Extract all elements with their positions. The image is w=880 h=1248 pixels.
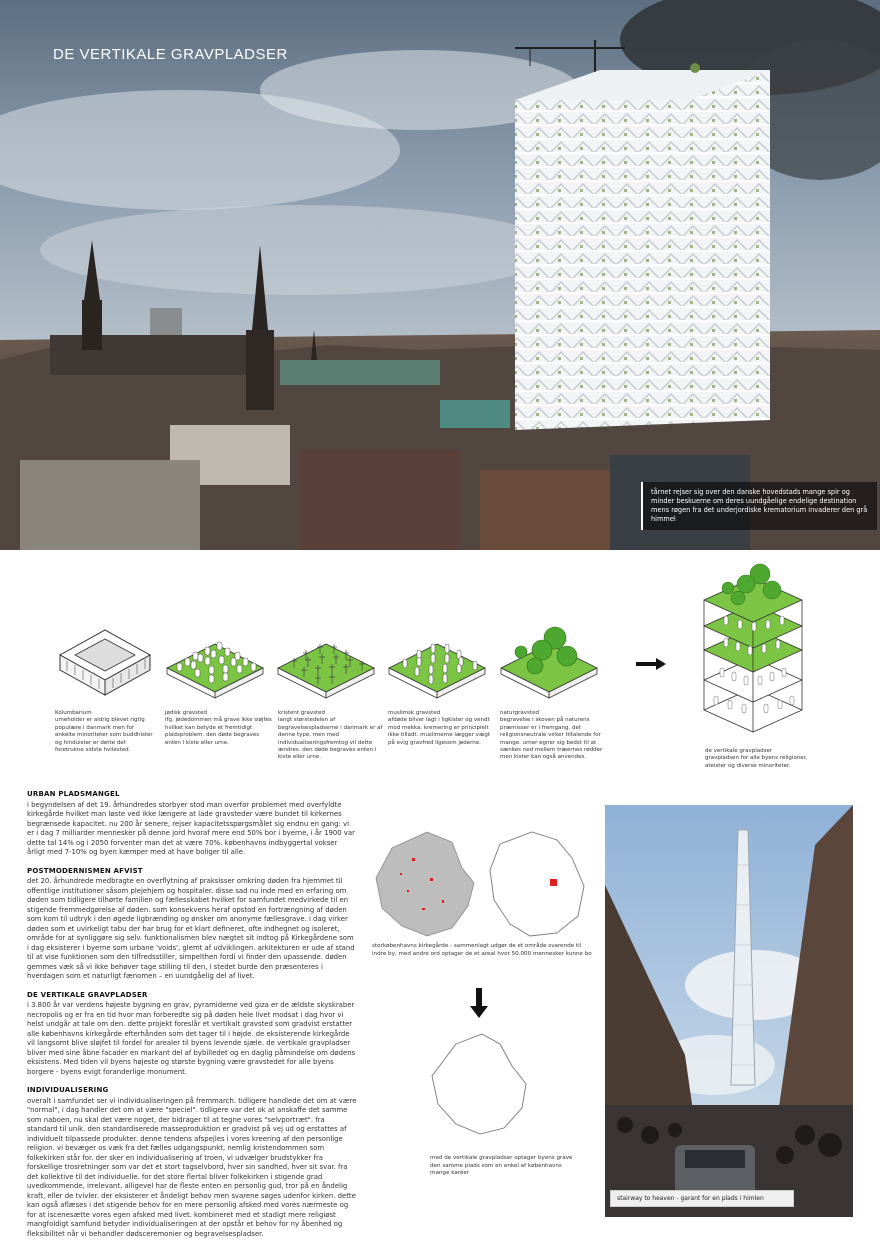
hero-image [0,0,880,550]
hero-caption: tårnet rejser sig over den danske hovedstads mange spir og minder beskuerne om deres uundgåelige endelige destination mens røgen fra det underjordiske krematorium invaderer den grå himmel [641,482,877,530]
maps-caption-bottom: med de vertikale gravpladser optager byens grave den samme plads som en enkel af københavns mange karéer [430,1155,573,1177]
city-outline-map-after [432,1034,526,1134]
vertical-graveyard-stack-diagram [700,560,806,736]
arrow-right-icon [636,658,666,670]
copenhagen-maps [372,828,592,1138]
page-title: DE VERTIKALE GRAVPLADSER [53,46,288,63]
columbarium-diagram [55,615,155,700]
maps-caption-top: storkøbenhavns kirkegårde - sammenlagt udgør de et område svarende til indre by, med andre ord optager de et areal hvor 50.000 mennesker kunne bo [372,943,592,957]
nature-grave-diagram [497,622,601,700]
section-heading-urban: URBAN PLADSMANGEL [27,790,120,798]
copenhagen-skyline-render [0,0,880,550]
caption-vertical: de vertikale gravpladser gravpladsen for alle byens religioner, ateister og diverse minoriteter. [705,748,808,769]
caption-kolumbarium: Kolumbarium umeholder er aldrig blevet rigtig populære i danmark men for enkelte minoriteter som buddhister og hinduister er dette det foretrukne sidste hvilested. [55,710,153,754]
cemeteries-map [376,832,474,936]
street-photo [605,805,853,1217]
section-heading-individual: INDIVIDUALISERING [27,1086,109,1094]
single-block-marker [550,879,557,886]
caption-nature: naturgravsted begravelse i skoven på naturens præmisser er i fremgang, det religionsneutrale virker tiltalende for mange. urner egner sig bedst til at sænkes ned mellem træernes rødder men kister kan også anvendes. [500,710,603,761]
section-heading-vertical: DE VERTIKALE GRAVPLADSER [27,990,148,999]
muslim-grave-diagram [387,630,487,700]
city-outline-map [490,832,584,936]
arrow-down-icon [470,988,488,1018]
section-body-vertical: i 3.800 år var verdens højeste bygning en grav, pyramiderne ved giza er de ældste skyskraber necropolis og er fra en tid hvor man forberedte sig på døden hele livet modsat i dag hvor vi helst undgår at tale om den. dette projekt foreslår et vertikalt gravsted som gradvist erstatter alle københavns kirkegårde efterhånden som det tager til i højde. de eksisterende kirkegårde vil langsomt blive sløjfet til fordel for arealer til byens levende sjæle. de vertikale gravpladser bliver med sine åbne facader en markant del af bybilledet og en daglig påmindelse om dødens eksistens. Med tiden vil byens højeste og største bygning være gravstedet for alle byens borgere - byens evigt foranderlige monument. [27,1001,356,1076]
street-caption: stairway to heaven - garant for en plads i himlen [610,1190,794,1207]
christian-grave-diagram [276,630,376,700]
section-body-postmodernism: det 20. århundrede medbragte en overflytning af praksisser omkring døden fra hjemmet til offentlige institutioner såsom plejehjem og hospitaler. disse sad nu inde med en erfaring om døden som tidligere tilhørte familien og fællesskabet hvilket for samfundet medvirkede til en stigende fremmedgørelse af døden. som konsekvens heraf opstod en fortrængning af døden som kom til udtryk i den øgede ligbrænding og ønsker om anonyme fællesgrave. i dag virker døden som et uvirkeligt tabu der har brug for et klart defineret, ofte indhegnet og isoleret, område for at synliggøre sig selv. funktionalismen blev nægtet sit indtog på Kirkegårdene som i dag eksisterer i byerne som urbane 'voids', glemt af udviklingen. arkitekturen er ude af stand til at vise funktionen som den tilfredsstiller, simpelthen fordi vi finder den upassende. døden gemmes væk så vi ikke behøver tage stilling til den, i stedet burde den præsenteres i hverdagen som et naturligt fænomen – en uundgåelig del af livet. [27,877,355,980]
street-view-tower [605,805,853,1217]
caption-christian: kristent gravsted langt størstedelen af begravelsespladserne i danmark er af denne type, men med individualiseringsfremtog vil dette ændres. den døde begraves enten i kiste eller urne. [278,710,383,761]
section-body-individual: overalt i samfundet ser vi individualiseringen på fremmarch. tidligere handlede det om at være "normal", i dag handler det om at være "speciel". tidligere var det ok at anskaffe det samme som naboen, nu skal det være noget, der bidrager til at tegne vores "selvportræt". fra standard til unik. den standardiserede masseproduktion er gradvist på vej ud og erstattes af individuelt tilpassede produkter. denne tendens afspejles i vores kreering af den personlige religion. vi bevæger os væk fra det fælles udgangspunkt, nemlig kristendommen som folkekirken står for. der sker en individualisering af troen, vi udvælger brudstykker fra forskellige trosretninger som var det et stort tagselvbord, hver sin sandhed, hver sit svar. fra det kollektive til det individuelle. for det store flertal bliver folkekirken i stigende grad uvedkommende, irrelevant. alligevel har de fleste enten en personlig gud, tror på en åndelig kraft, eller de tvivler. der eksisterer et åndeligt behov men svarene søges udenfor kirken. dette kan også aflæses i det stigende behov for en mere personlig afsked med vores nærmeste og for at iscenesætte vores egen afsked med livet. kombineret med et stadigt mere religiøst mangfoldigt samfund betyder individualiseringen at der opstår et behov for ny åbenhed og fleksibilitet når vi behandler dødsceremonier og begravelsespladser. [27,1096,357,1238]
jewish-grave-diagram [165,630,265,700]
caption-muslim: muslimsk gravsted afdøde bliver lagt i ligkister og vendt mod mekka. kremering er principielt ikke tilladt. muslimerne lægger vægt på evig gravfred ligesom jøderne. [388,710,490,746]
article-text [27,790,357,1248]
section-heading-postmodernism: POSTMODERNISMEN AFVIST [27,866,143,875]
section-body-urban: i begyndelsen af det 19. århundredes storbyer stod man overfor problemet med overfyldte kirkegårde hvilket man løste ved ikke længere at lade gravsteder være bundet til kirkernes begrænsede kapacitet. nu 200 år senere, rejser kapacitetsspørgsmålet sig endnu en gang: vi er i dag 7 milliarder mennesker på denne jord hvoraf mere end 50% bor i byerne, i år 1900 var dette tal 14% og i 2050 forventer man det at være 70%. københavns indbyggertal vokser årligt med 7-10% og byen kæmper med at have boliger til alle. [27,800,355,856]
caption-jewish: jødisk gravsted ifg. jødedommen må grave ikke sløjfes hvilket kan betyde et fremtidigt pladsproblem. den døde begraves enten i kiste eller urne. [165,710,272,746]
